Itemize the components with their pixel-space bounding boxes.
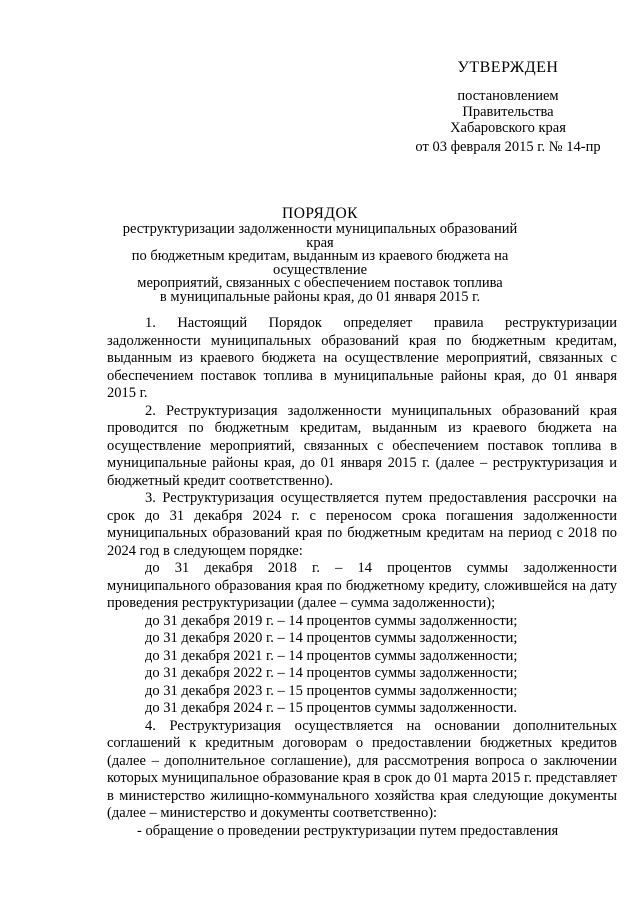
subtitle-line: мероприятий, связанных с обеспечением поставок топлива [137,275,503,291]
subtitle-line: реструктуризации задолженности муниципальных образований края [122,221,518,251]
approval-block [408,60,608,155]
paragraph-2: 2. Реструктуризация задолженности муниципальных образований края проводится по бюджетным кредитам, выданным из краевого бюджета на осуществление мероприятий, связанных с обеспечением поставок топлива в муниципальные районы края, до 01 января 2015 г. (далее – реструктуризация и бюджетный кредит соответственно). [107,402,617,489]
document-subtitle [110,223,530,304]
paragraph-1: 1. Настоящий Порядок определяет правила реструктуризации задолженности муниципальных образований края по бюджетным кредитам, выданным из краевого бюджета на осуществление мероприятий, связанных с обеспечением поставок топлива в муниципальные районы края, до 01 января 2015 г. [107,315,617,401]
approval-date: от 03 февраля 2015 г. № 14-пр [415,139,601,155]
approval-line-2: Правительства [462,104,554,120]
schedule-item: до 31 декабря 2021 г. – 14 процентов суммы задолженности; [145,647,518,664]
schedule-item: до 31 декабря 2020 г. – 14 процентов суммы задолженности; [145,630,518,646]
schedule-item: до 31 декабря 2023 г. – 15 процентов суммы задолженности; [145,682,518,699]
paragraph-4-item: - обращение о проведении реструктуризации путем предоставления [137,822,559,839]
paragraph-3-first-installment: до 31 декабря 2018 г. – 14 процентов суммы задолженности муниципального образования края по бюджетному кредиту, сложившейся на дату проведения реструктуризации (далее – сумма задолженности); [107,560,617,611]
document-body [107,315,617,840]
approval-heading: УТВЕРЖДЕН [457,59,559,76]
schedule-item: до 31 декабря 2019 г. – 14 процентов суммы задолженности; [145,612,518,629]
schedule-item: до 31 декабря 2022 г. – 14 процентов суммы задолженности; [145,665,518,681]
subtitle-line: в муниципальные районы края, до 01 января 2015 г. [159,288,481,305]
document-title: ПОРЯДОК [282,205,358,222]
paragraph-4: 4. Реструктуризация осуществляется на основании дополнительных соглашений к кредитным договорам о предоставлении бюджетных кредитов (далее – дополнительное соглашение), для рассмотрения вопроса о заключении которых муниципальное образование края в срок до 01 марта 2015 г. представляет в министерство жилищно-коммунального хозяйства края следующие документы (далее – министерство и документы соответственно): [107,717,617,821]
paragraph-3: 3. Реструктуризация осуществляется путем предоставления рассрочки на срок до 31 декабря 2024 г. с переносом срока погашения задолженности муниципальных образований края по бюджетным кредитам на период с 2018 по 2024 год в следующем порядке: [107,490,617,559]
subtitle-line: по бюджетным кредитам, выданным из краевого бюджета на осуществление [131,248,509,278]
schedule-item: до 31 декабря 2024 г. – 15 процентов суммы задолженности. [145,700,518,716]
approval-line-1: постановлением [457,88,559,104]
approval-line-3: Хабаровского края [450,120,566,136]
